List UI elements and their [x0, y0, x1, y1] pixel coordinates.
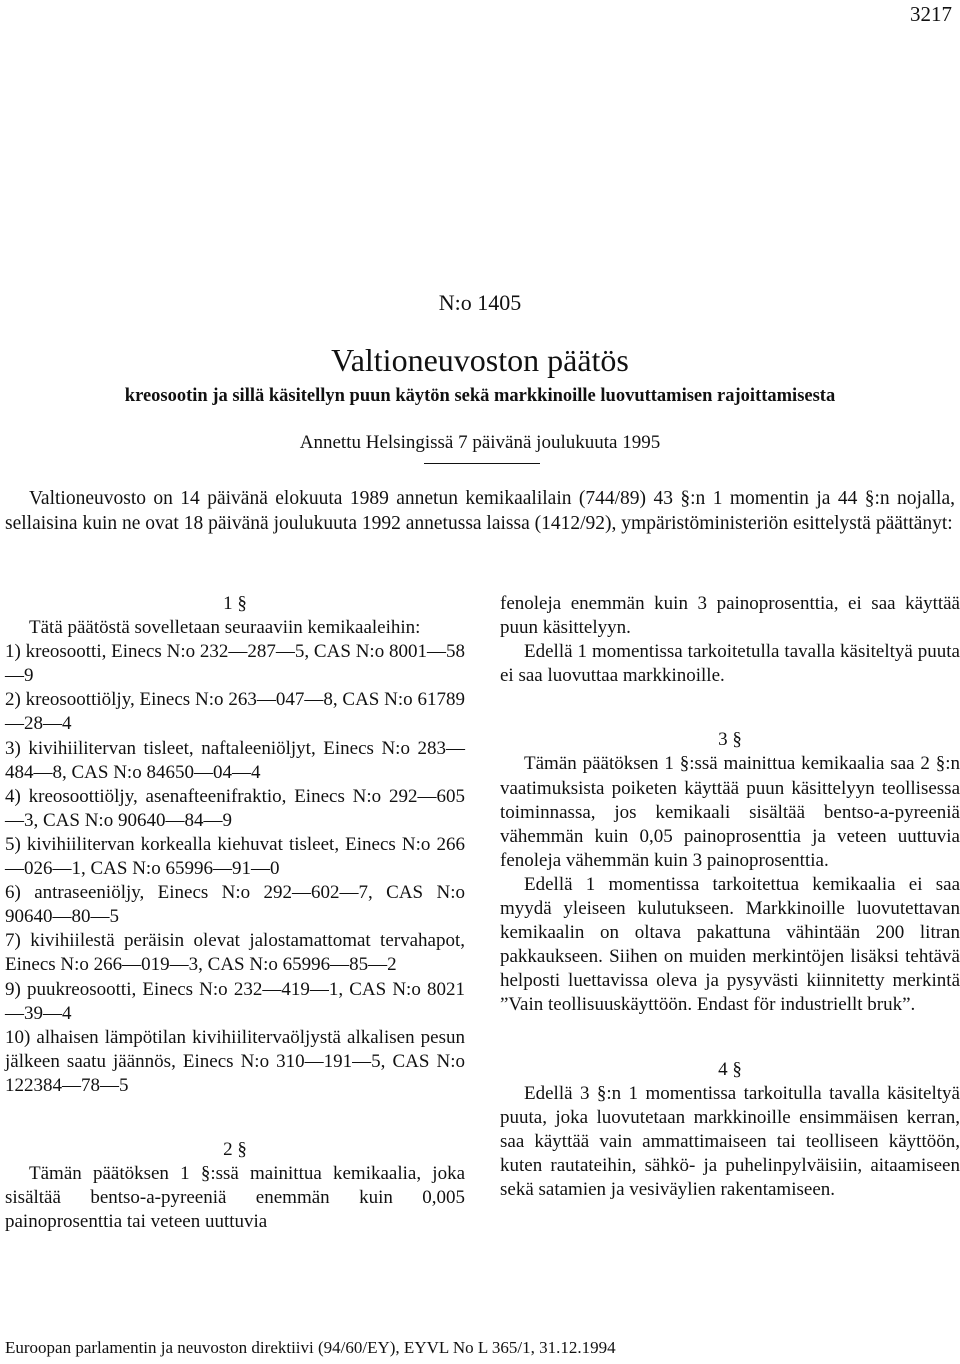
- section-2-paragraph-1: Tämän päätöksen 1 §:ssä mainittua kemikaalia, joka sisältää bentso-a-pyreeniä enemmän kuin 0,005 painoprosenttia tai veteen uuttuvia: [5, 1163, 465, 1233]
- right-column: [500, 592, 960, 1202]
- section-3-paragraph-1: Tämän päätöksen 1 §:ssä mainittua kemikaalia saa 2 §:n vaatimuksista poiketen käyttää puun käsittelyyn teollisessa toiminnassa, jos kemikaali sisältää bentso-a-pyreeniä vähemmän kuin 0,05 painoprosenttia ja veteen uuttuvia fenoleja vähemmän kuin 3 painoprosenttia.: [500, 753, 960, 871]
- list-item: 3) kivihiilitervan tisleet, naftaleeniöljyt, Einecs N:o 283—484—8, CAS N:o 84650—04—4: [5, 737, 465, 783]
- list-item: 5) kivihiilitervan korkealla kiehuvat tisleet, Einecs N:o 266—026—1, CAS N:o 65996—91—0: [5, 833, 465, 880]
- list-item: 6) antraseeniöljy, Einecs N:o 292—602—7, CAS N:o 90640—80—5: [5, 882, 465, 928]
- document-number: N:o 1405: [438, 290, 522, 315]
- document-title: Valtioneuvoston päätös: [331, 342, 629, 378]
- section-3-paragraph-2: Edellä 1 momentissa tarkoitettua kemikaalia ei saa myydä yleiseen kulutukseen. Markkinoille luovutettavan kemikaalin on oltava pakattuna vähintään 200 litran pakkaukseen. Siihen on muiden merkintöjen lisäksi tehtävä helposti luettavissa oleva ja pysyvästi kiinnitetty merkintä ”Vain teollisuuskäyttöön. Endast för industriellt bruk”.: [500, 873, 960, 1016]
- section-2-heading: 2 §: [223, 1138, 247, 1160]
- list-item: 9) puukreosootti, Einecs N:o 232—419—1, CAS N:o 8021—39—4: [5, 978, 465, 1024]
- section-2-paragraph-1-continued: fenoleja enemmän kuin 3 painoprosenttia, ei saa käyttää puun käsittelyyn.: [500, 593, 960, 639]
- intro-paragraph: Valtioneuvosto on 14 päivänä elokuuta 1989 annetun kemikaalilain (744/89) 43 §:n 1 momentin ja 44 §:n nojalla, sellaisina kuin ne ovat 18 päivänä joulukuuta 1992 annetussa laissa (1412/92), ympäristöministeriön esittelystä päättänyt:: [5, 488, 955, 534]
- section-4-paragraph-1: Edellä 3 §:n 1 momentissa tarkoitulla tavalla käsiteltyä puuta, joka luovutetaan markkinoille ensimmäisen kerran, saa käyttää vain ammattimaiseen tai teolliseen käyttöön, kuten rautateihin, sähkö- ja puhelinpylväisiin, aitaamiseen sekä satamien ja vesiväylien rakentamiseen.: [500, 1082, 960, 1200]
- left-column: [5, 592, 465, 1234]
- date-line: Annettu Helsingissä 7 päivänä joulukuuta 1995: [299, 432, 661, 453]
- section-1-lead: Tätä päätöstä sovelletaan seuraaviin kemikaaleihin:: [29, 617, 421, 639]
- section-3-heading: 3 §: [718, 729, 742, 751]
- document-subtitle: kreosootin ja sillä käsitellyn puun käytön sekä markkinoille luovuttamisen rajoittamisesta: [124, 386, 836, 406]
- list-item: 10) alhaisen lämpötilan kivihiilitervaöljystä alkalisen pesun jälkeen saatu jäännös, Einecs N:o 310—191—5, CAS N:o 122384—78—5: [5, 1026, 465, 1096]
- section-2-paragraph-2: Edellä 1 momentissa tarkoitetulla tavalla käsiteltyä puuta ei saa luovuttaa markkinoille.: [500, 641, 960, 687]
- list-item: 1) kreosootti, Einecs N:o 232—287—5, CAS N:o 8001—58—9: [5, 641, 465, 687]
- list-item: 4) kreosoottiöljy, asenafteenifraktio, Einecs N:o 292—605—3, CAS N:o 90640—84—9: [5, 785, 465, 831]
- list-item: 7) kivihiilestä peräisin olevat jalostamattomat tervahapot, Einecs N:o 266—019—3, CAS N:o 65996—85—2: [5, 930, 465, 976]
- title-divider: [424, 463, 540, 464]
- footnote: Euroopan parlamentin ja neuvoston direktiivi (94/60/EY), EYVL No L 365/1, 31.12.1994: [5, 1338, 616, 1357]
- section-1-heading: 1 §: [223, 593, 247, 614]
- page-number: 3217: [910, 2, 952, 26]
- list-item: 2) kreosoottiöljy, Einecs N:o 263—047—8, CAS N:o 61789—28—4: [5, 689, 465, 735]
- section-4-heading: 4 §: [718, 1058, 742, 1080]
